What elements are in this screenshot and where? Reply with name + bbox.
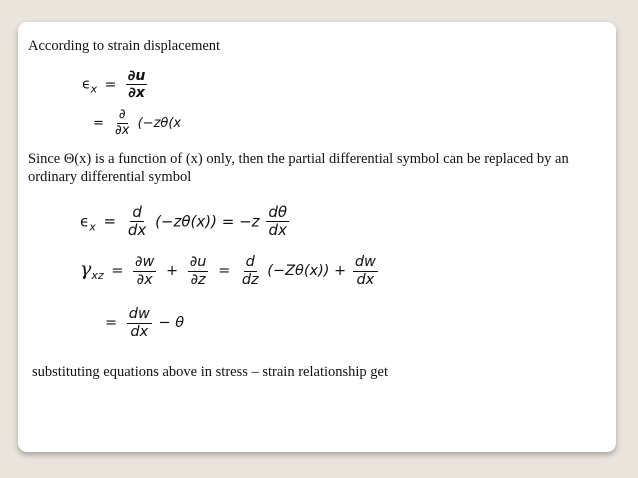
equation-strain-x-expanded — [90, 108, 181, 139]
subscript: xz — [91, 269, 104, 283]
numerator: dw — [354, 254, 376, 270]
fraction — [266, 204, 289, 240]
numerator: ∂u — [189, 254, 207, 270]
slide-panel — [18, 22, 616, 452]
numerator: ∂u — [127, 68, 146, 84]
closing-text: substituting equations above in stress – strain relationship get — [32, 364, 389, 380]
plus-sign: + — [166, 263, 179, 280]
equals-sign: = — [111, 263, 124, 280]
denominator: ∂x — [136, 271, 153, 288]
subscript: x — [89, 220, 96, 234]
denominator: ∂x — [115, 122, 130, 138]
numerator: d — [245, 254, 255, 270]
fraction — [188, 254, 209, 288]
denominator: ∂z — [190, 271, 206, 288]
equation-shear-strain-simplified — [102, 306, 184, 340]
numerator: d — [132, 203, 142, 221]
fraction — [126, 68, 148, 101]
epsilon-symbol: ϵ — [80, 212, 90, 231]
denominator: ∂x — [128, 85, 145, 102]
equals-sign: = — [105, 315, 118, 332]
expression-middle: (−Zθ(x)) + — [267, 263, 347, 280]
expression-tail: − θ — [158, 315, 185, 332]
denominator: dx — [356, 271, 375, 288]
denominator: dx — [130, 323, 149, 340]
equation-strain-x-ordinary — [80, 204, 291, 240]
equation-strain-x-partial — [82, 68, 149, 101]
subscript: x — [90, 82, 98, 96]
equals-sign: = — [93, 115, 104, 131]
denominator: dx — [268, 221, 287, 240]
equals-sign: = — [103, 212, 117, 231]
fraction — [240, 254, 261, 288]
numerator: dθ — [268, 203, 288, 221]
expression-middle: (−zθ(x)) = −z — [155, 212, 260, 231]
fraction — [133, 254, 156, 288]
explanation-paragraph: Since Θ(x) is a function of (x) only, then the partial differential symbol can be replaced by an ordinary differential symbol — [28, 151, 569, 185]
epsilon-symbol: ϵ — [82, 76, 91, 93]
equals-sign: = — [218, 263, 231, 280]
intro-text: According to strain displacement — [28, 38, 221, 54]
fraction — [126, 204, 148, 240]
numerator: ∂w — [135, 254, 155, 270]
numerator: dw — [128, 306, 150, 322]
fraction — [353, 254, 378, 288]
equation-shear-strain — [80, 254, 380, 288]
expression-tail: (−zθ(x — [137, 115, 182, 131]
gamma-symbol: γ — [80, 258, 92, 281]
equals-sign: = — [104, 76, 117, 93]
fraction — [127, 306, 152, 340]
denominator: dx — [127, 221, 147, 240]
numerator: ∂ — [118, 107, 126, 122]
denominator: dz — [241, 271, 259, 288]
fraction — [113, 108, 131, 139]
